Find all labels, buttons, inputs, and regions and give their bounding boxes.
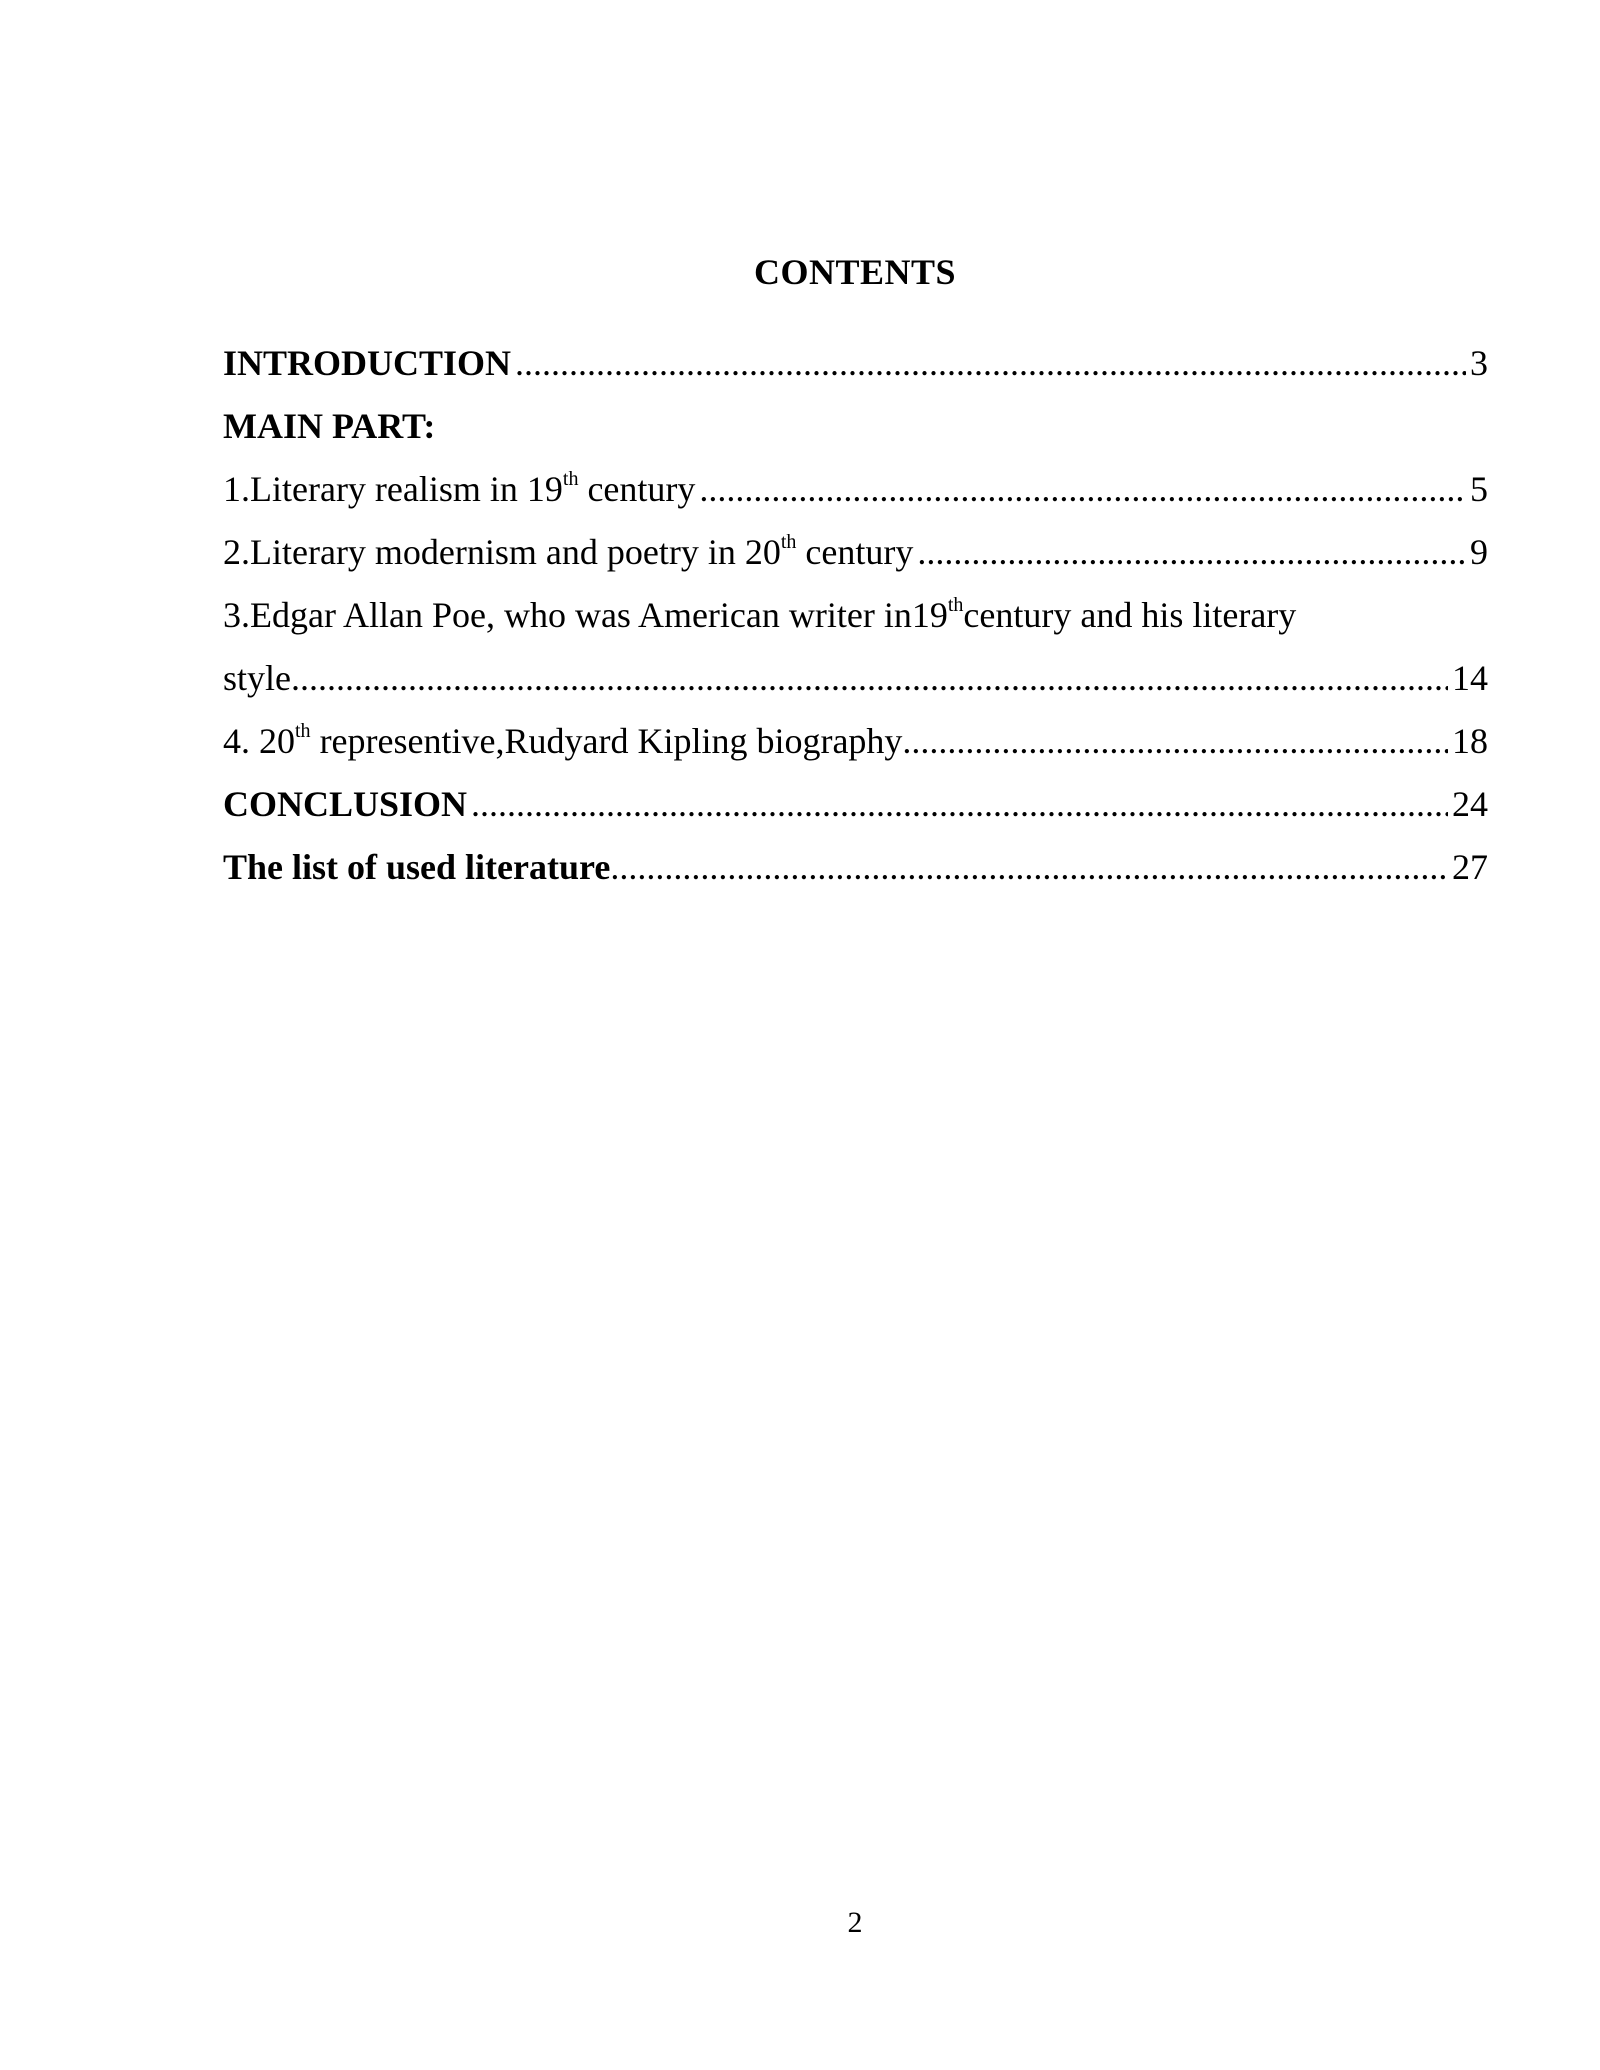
toc-entry-label	[223, 521, 913, 584]
ordinal-suffix: th	[947, 594, 964, 616]
ordinal-suffix: th	[295, 720, 311, 742]
toc-entry-3-line2[interactable]	[223, 647, 1488, 710]
ordinal-suffix: th	[562, 468, 579, 490]
toc-leader-dots	[610, 836, 1448, 899]
toc-entry-text: 4. 20	[223, 721, 295, 761]
toc-entry-label	[223, 710, 902, 773]
toc-section-heading: MAIN PART:	[223, 406, 436, 446]
toc-entry-text: century and his literary	[963, 595, 1297, 635]
toc-entry-text: 2.Literary modernism and poetry in 20	[223, 532, 781, 572]
toc-page-number: 9	[1470, 532, 1488, 572]
toc-entry-text: representive,Rudyard Kipling biography	[310, 721, 903, 761]
toc-entry-conclusion[interactable]	[223, 773, 1488, 836]
ordinal-suffix: th	[780, 531, 797, 553]
toc-entry-label: INTRODUCTION	[223, 343, 512, 383]
toc-page-number: 3	[1470, 343, 1488, 383]
toc-heading-main-part	[223, 395, 1488, 458]
toc-entry-label	[223, 584, 1296, 647]
toc-entry-literature[interactable]	[223, 836, 1488, 899]
toc-entry-label: The list of used literature	[223, 847, 611, 887]
toc-leader-dots	[515, 332, 1466, 395]
toc-entry-label	[223, 458, 695, 521]
toc-entry-text: 3.Edgar Allan Poe, who was American writer in19	[223, 595, 948, 635]
toc-entry-3-line1[interactable]	[223, 584, 1488, 647]
toc-leader-dots	[471, 773, 1448, 836]
toc-entry-text: 1.Literary realism in 19	[223, 469, 563, 509]
page-title: CONTENTS	[753, 252, 957, 292]
toc-page-number: 18	[1452, 721, 1488, 761]
toc-entry-1[interactable]	[223, 458, 1488, 521]
toc-page-number: 5	[1470, 469, 1488, 509]
toc-entry-2[interactable]	[223, 521, 1488, 584]
table-of-contents	[223, 332, 1488, 899]
page-number: 2	[847, 1906, 863, 1939]
toc-entry-4[interactable]	[223, 710, 1488, 773]
toc-entry-text: century	[578, 469, 696, 509]
toc-entry-text: century	[796, 532, 914, 572]
toc-leader-dots	[291, 647, 1448, 710]
toc-leader-dots	[902, 710, 1448, 773]
toc-page-number: 24	[1452, 784, 1488, 824]
toc-leader-dots	[699, 458, 1466, 521]
toc-entry-label: CONCLUSION	[223, 784, 468, 824]
toc-leader-dots	[917, 521, 1466, 584]
toc-entry-introduction[interactable]	[223, 332, 1488, 395]
toc-page-number: 27	[1452, 847, 1488, 887]
toc-entry-label: style	[223, 658, 291, 698]
toc-page-number: 14	[1452, 658, 1488, 698]
